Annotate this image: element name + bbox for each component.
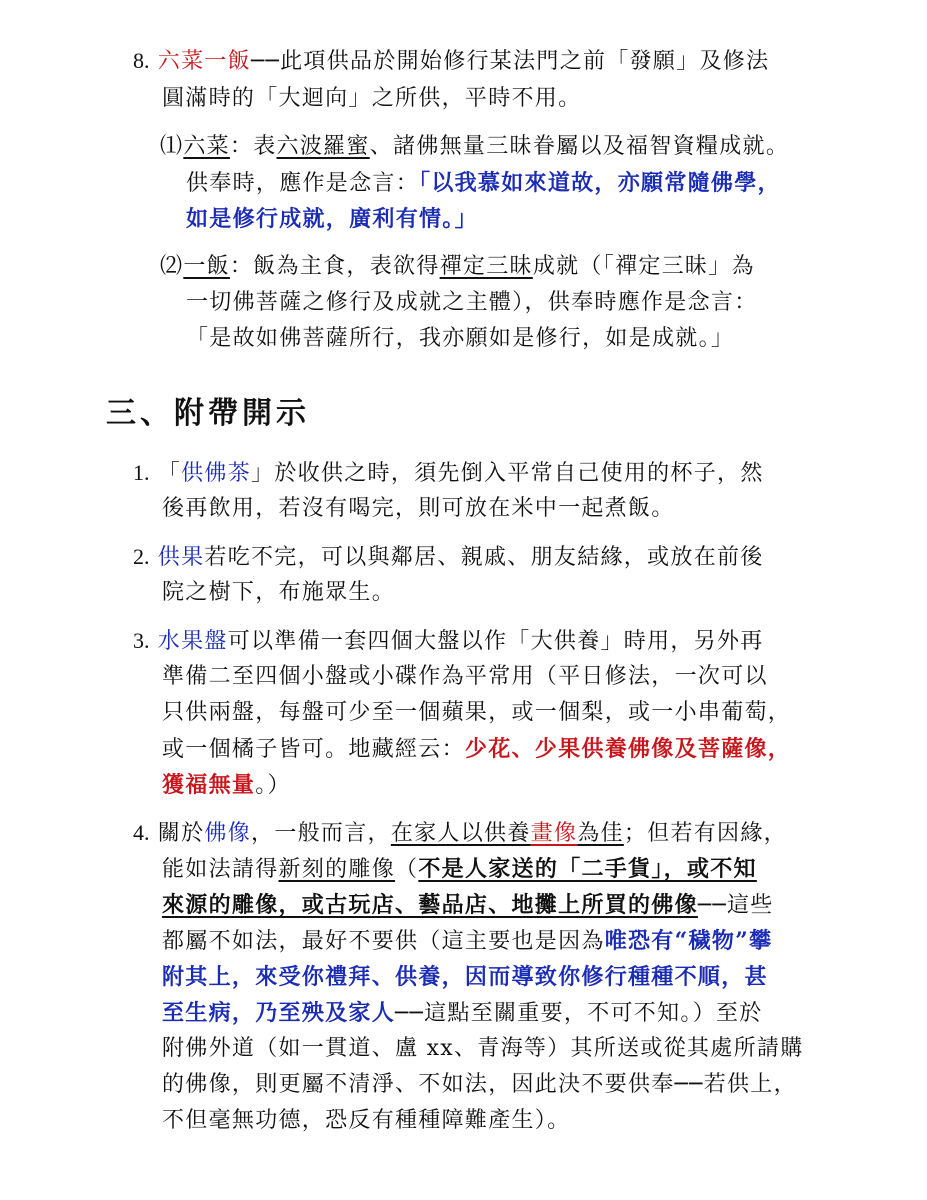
item8-sub1-line2: [186, 168, 781, 199]
p3-number: 3.: [133, 628, 150, 653]
sub2-underlined: 禪定三昧: [439, 254, 533, 279]
p4-number: 4.: [133, 820, 150, 845]
item8-sub2-line3: 「是故如佛菩薩所行，我亦願如是修行，如是成就。」: [186, 326, 735, 351]
sub1-text-b: 、諸佛無量三昧眷屬以及福智資糧成就。: [369, 134, 790, 159]
sub2-text-b: 成就（「禪定三昧」為: [532, 254, 755, 279]
item8-sub1-line1: [160, 132, 789, 162]
p4-line6: [162, 998, 763, 1029]
p3-line4-text: 或一個橘子皆可。地藏經云：: [162, 737, 465, 762]
sub1-mantra: 「以我慕如來道故，亦願常隨佛學，: [419, 170, 781, 196]
sub2-number: ⑵: [160, 254, 184, 279]
p4-line3-text: ──這些: [697, 893, 774, 918]
item8-number: 8.: [133, 48, 150, 73]
p1-line1-text: 」於收供之時，須先倒入平常自己使用的杯子，然: [251, 461, 764, 486]
sub1-underlined: 六波羅蜜: [276, 134, 370, 159]
p3-line3: 只供兩盤，每盤可少至一個蘋果，或一個梨，或一小串葡萄，: [162, 700, 792, 725]
p4-line3: [162, 890, 774, 921]
p1-open-quote: 「: [157, 461, 182, 486]
p3-sutra-quote-end: 獲福無量: [162, 772, 256, 798]
p3-line4: [162, 734, 791, 765]
p4-key: 佛像: [204, 821, 252, 846]
p4-text-a: 關於: [157, 821, 205, 846]
sub1-text-a: ：表: [229, 134, 277, 159]
sub1-line2-text: 供奉時，應作是念言：: [186, 171, 420, 196]
p4-line4: [162, 926, 772, 957]
p3-sutra-quote: 少花、少果供養佛像及菩薩像，: [464, 736, 792, 762]
sub2-term: 一飯: [183, 254, 230, 279]
p2-line2: 院之樹下，布施眾生。: [162, 580, 396, 605]
p4-line4-text: 都屬不如法，最好不要供（這主要也是因為: [162, 929, 605, 954]
sub1-number: ⑴: [160, 134, 184, 159]
p2-line1-text: 若吃不完，可以與鄰居、親戚、朋友結緣，或放在前後: [204, 545, 764, 570]
p4-line7: 附佛外道（如一貫道、盧 xx、青海等）其所送或從其處所請購: [162, 1036, 804, 1061]
p4-line2-bold-underlined: 不是人家送的「二手貨」，或不知: [418, 856, 757, 882]
p2-line1: [133, 542, 764, 573]
item8-line2: 圓滿時的「大迴向」之所供，平時不用。: [162, 86, 582, 111]
sub2-text-a: ：飯為主食，表欲得: [229, 254, 440, 279]
p4-line3-bold-underlined: 來源的雕像，或古玩店、藝品店、地攤上所買的佛像: [162, 892, 698, 918]
p4-line5: 附其上，來受你禮拜、供養，因而導致你修行種種不順，甚: [162, 964, 768, 990]
section-heading: 三、附帶開示: [106, 396, 310, 431]
p1-line2: 後再飲用，若沒有喝完，則可放在米中一起煮飯。: [162, 496, 675, 521]
p4-line4-warning: 唯恐有“穢物”攀: [604, 928, 773, 954]
item8-line1-text: ──此項供品於開始修行某法門之前「發願」及修法: [251, 49, 770, 74]
sub1-term: 六菜: [183, 134, 230, 159]
p1-number: 1.: [133, 460, 150, 485]
p4-line6-warning: 至生病，乃至殃及家人: [162, 1000, 396, 1026]
p4-line9: 不但毫無功德，恐反有種種障難產生）。: [162, 1108, 571, 1133]
p4-underlined-painting: 畫像: [530, 821, 578, 846]
p4-line2: [162, 854, 757, 885]
p3-line1-text: 可以準備一套四個大盤以作「大供養」時用，另外再: [227, 629, 764, 654]
p4-line1: [133, 818, 787, 849]
p4-text-c: ；但若有因緣，: [623, 821, 787, 846]
p4-line8: 的佛像，則更屬不清淨、不如法，因此決不要供奉──若供上，: [162, 1072, 797, 1097]
item8-sub1-line3: 如是修行成就，廣利有情。」: [186, 206, 478, 232]
item8-title: 六菜一飯: [157, 49, 251, 74]
item8-line1: [133, 46, 769, 77]
p4-underlined-1: 在家人以供養: [390, 821, 531, 846]
item8-sub2-line2: 一切佛菩薩之修行及成就之主體），供奉時應作是念言：: [186, 290, 758, 315]
p3-line2: 準備二至四個小盤或小碟作為平常用（平日修法，一次可以: [162, 664, 768, 689]
p3-line5: [162, 770, 291, 801]
p3-key: 水果盤: [157, 629, 228, 654]
p3-line1: [133, 626, 764, 657]
p2-key: 供果: [157, 545, 205, 570]
p3-line5-text: 。）: [255, 773, 291, 798]
p1-key: 供佛茶: [181, 461, 252, 486]
item8-sub2-line1: [160, 252, 755, 282]
p4-text-b: ，一般而言，: [251, 821, 391, 846]
p4-line2-text-a: 能如法請得: [162, 857, 279, 882]
p4-line2-text-b: （: [395, 857, 419, 882]
p4-line2-underlined: 新刻的雕像: [278, 857, 396, 882]
p4-underlined-2: 為佳: [577, 821, 624, 846]
p2-number: 2.: [133, 544, 150, 569]
p1-line1: [133, 458, 764, 489]
p4-line6-text: ──這點至關重要，不可不知。）至於: [395, 1001, 763, 1026]
